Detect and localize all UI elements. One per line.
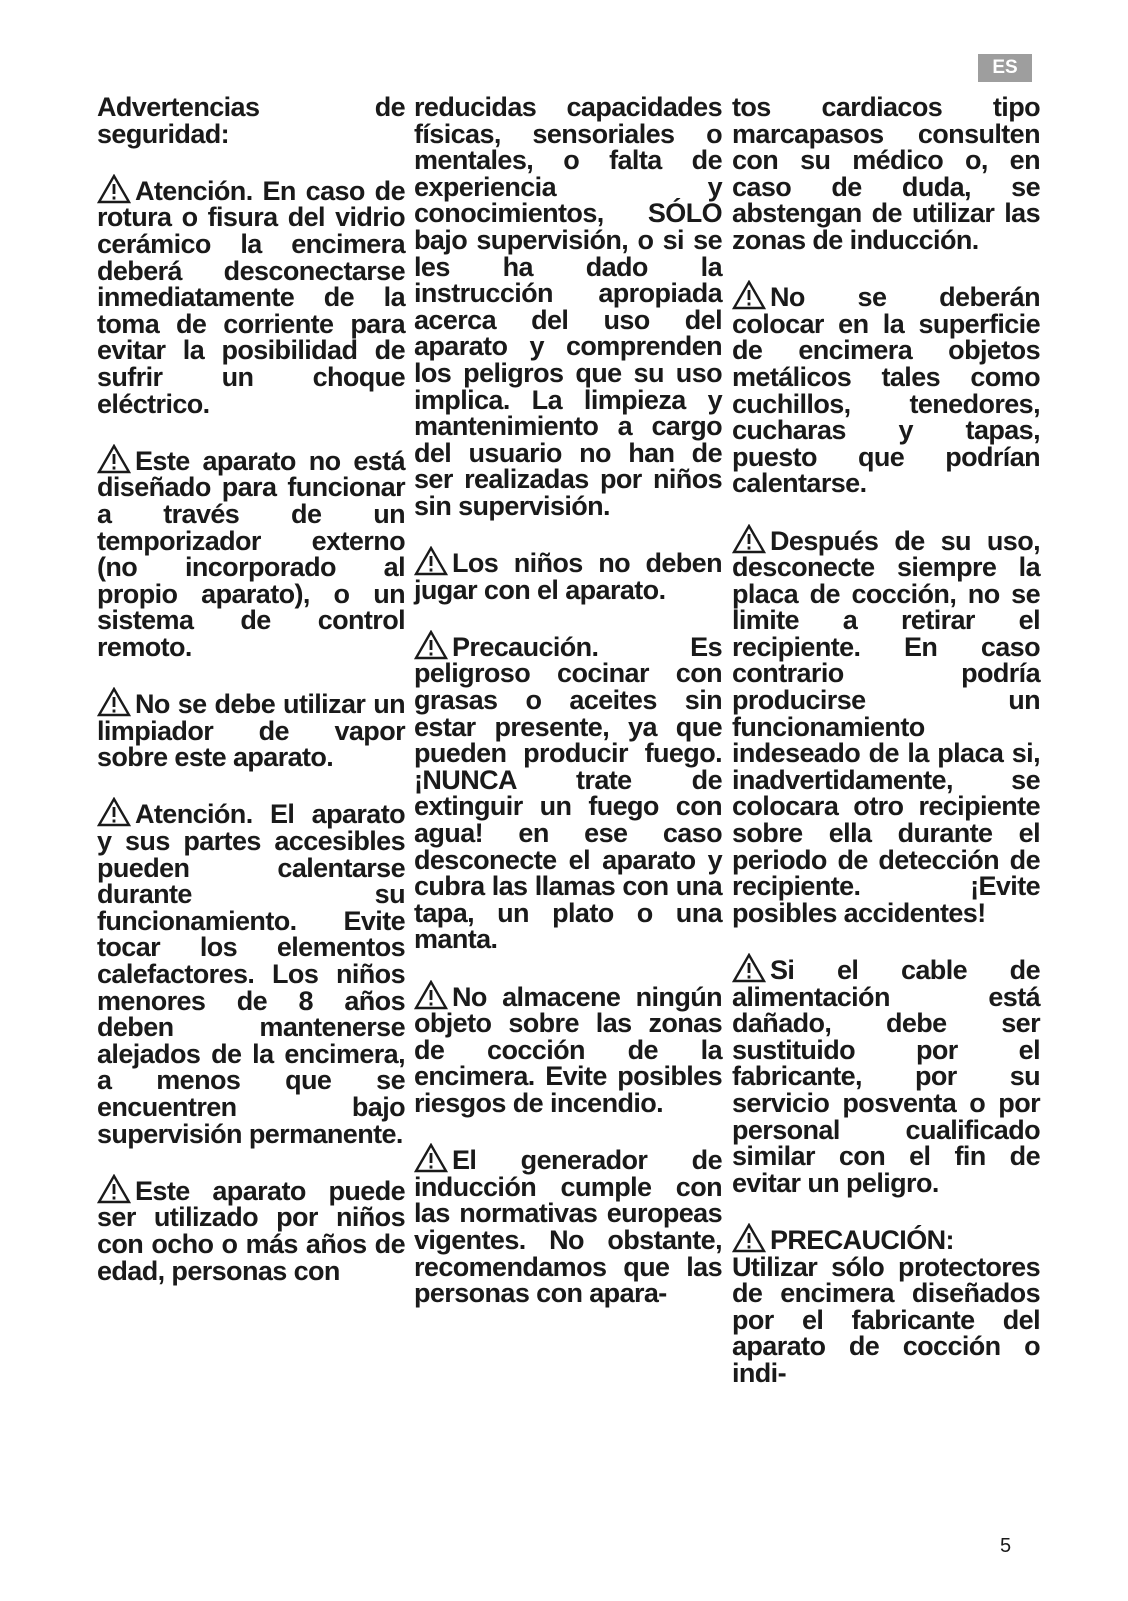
paragraph-text: Después de su uso, desconecte siempre la placa de cocción, no se limite a retirar el recipiente. En caso contrario podría producirse un funcionamiento indeseado de la placa si, inadvertidamente, se colocara otro recipiente sobre ella durante el periodo de detección de recipiente. ¡Evite posibles accidentes! [732, 525, 1040, 928]
safety-paragraph [97, 797, 405, 1147]
safety-paragraph [732, 1223, 1040, 1387]
paragraph-text: PRECAUCIÓN: Utilizar sólo protectores de encimera diseñados por el fabricante del aparato de cocción o indi- [732, 1224, 1040, 1388]
safety-paragraph [732, 94, 1040, 254]
paragraph-text: El generador de inducción cumple con las normativas europeas vigentes. No obstante, recomendamos que las personas con apara- [414, 1145, 722, 1309]
safety-paragraph [414, 980, 722, 1117]
text-column-2 [414, 94, 722, 1333]
safety-paragraph [97, 94, 405, 147]
warning-triangle-icon [97, 797, 131, 827]
warning-triangle-icon [97, 687, 131, 717]
warning-triangle-icon [414, 1143, 448, 1173]
safety-paragraph [414, 546, 722, 603]
safety-paragraph [414, 1143, 722, 1307]
paragraph-text: Advertencias de seguridad: [97, 92, 405, 149]
safety-paragraph [97, 174, 405, 417]
warning-triangle-icon [732, 1223, 766, 1253]
warning-triangle-icon [97, 174, 131, 204]
paragraph-text: Este aparato puede ser utilizado por niños con ocho o más años de edad, personas con [97, 1175, 405, 1286]
text-column-3 [732, 94, 1040, 1413]
safety-paragraph [732, 524, 1040, 927]
safety-paragraph [732, 953, 1040, 1196]
page-number: 5 [1000, 1535, 1012, 1557]
paragraph-text: tos cardiacos tipo marcapasos consulten con su médico o, en caso de duda, se abstengan de utilizar las zonas de inducción. [732, 92, 1040, 255]
paragraph-text: Atención. En caso de rotura o fisura del vidrio cerámico la encimera deberá desconectarse inmediatamente de la toma de corriente para evitar la posibilidad de sufrir un choque eléctrico. [97, 175, 405, 419]
paragraph-text: Si el cable de alimentación está dañado, debe ser sustituido por el fabricante, por su servicio posventa o por personal cualificado similar con el fin de evitar un peligro. [732, 955, 1040, 1198]
warning-triangle-icon [414, 630, 448, 660]
safety-paragraph [97, 687, 405, 771]
safety-paragraph [97, 1174, 405, 1284]
warning-triangle-icon [414, 546, 448, 576]
text-column-1 [97, 94, 405, 1311]
warning-triangle-icon [732, 524, 766, 554]
warning-triangle-icon [97, 444, 131, 474]
paragraph-text: No se deberán colocar en la superficie de encimera objetos metálicos tales como cuchillos, tenedores, cucharas y tapas, puesto que podrían calentarse. [732, 282, 1040, 499]
paragraph-text: Precaución. Es peligroso cocinar con grasas o aceites sin estar presente, ya que pueden producir fuego. ¡NUNCA trate de extinguir un fuego con agua! en ese caso desconecte el aparato y cubra las llamas con una tapa, un plato o una manta. [414, 631, 722, 955]
safety-paragraph [732, 280, 1040, 497]
warning-triangle-icon [414, 980, 448, 1010]
paragraph-text: reducidas capacidades físicas, sensoriales o mentales, o falta de experiencia y conocimientos, SÓLO bajo supervisión, o si se les ha dado la instrucción apropiada acerca del uso del aparato y comprenden los peligros que su uso implica. La limpieza y mantenimiento a cargo del usuario no han de ser realizadas por niños sin supervisión. [414, 92, 722, 521]
safety-paragraph [414, 630, 722, 953]
paragraph-text: No almacene ningún objeto sobre las zonas de cocción de la encimera. Evite posibles riesgos de incendio. [414, 981, 722, 1118]
warning-triangle-icon [732, 953, 766, 983]
paragraph-text: Los niños no deben jugar con el aparato. [414, 548, 722, 605]
warning-triangle-icon [732, 280, 766, 310]
warning-triangle-icon [97, 1174, 131, 1204]
safety-paragraph [414, 94, 722, 520]
paragraph-text: No se debe utilizar un limpiador de vapor sobre este aparato. [97, 689, 405, 773]
safety-paragraph [97, 444, 405, 661]
language-badge: ES [978, 54, 1032, 82]
paragraph-text: Este aparato no está diseñado para funcionar a través de un temporizador externo (no incorporado al propio aparato), o un sistema de control remoto. [97, 445, 405, 662]
paragraph-text: Atención. El aparato y sus partes accesibles pueden calentarse durante su funcionamiento. Evite tocar los elementos calefactores. Los niños menores de 8 años deben mantenerse alejados de la encimera, a menos que se encuentren bajo supervisión permanente. [97, 799, 405, 1149]
